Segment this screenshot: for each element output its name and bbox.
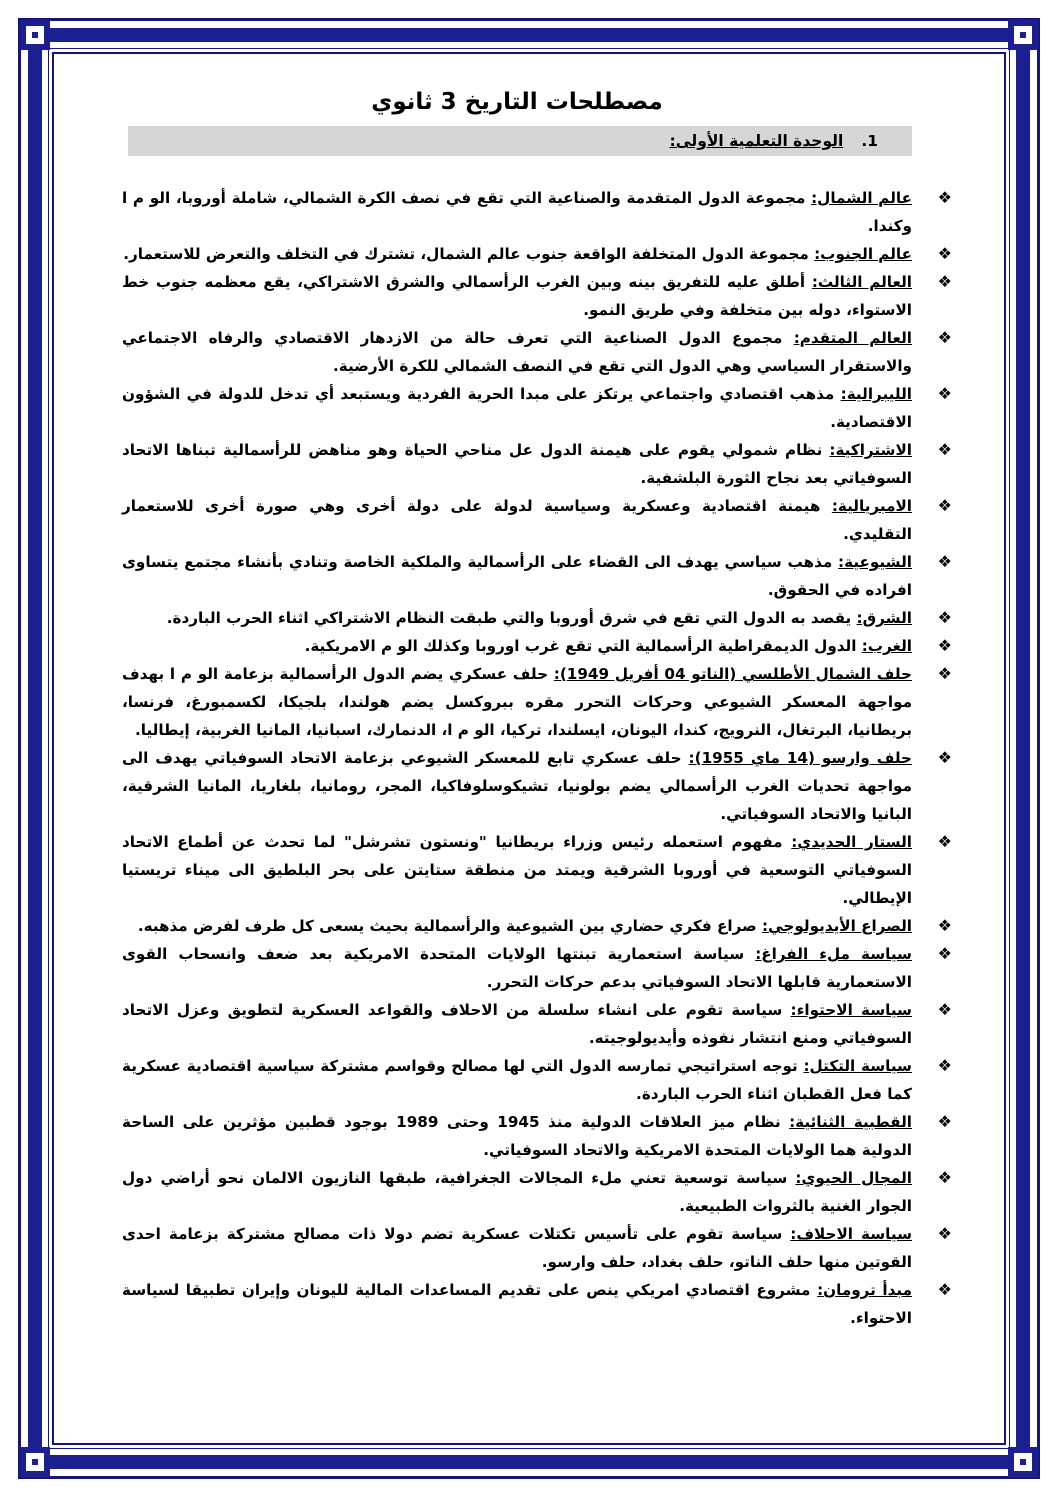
term-item (122, 548, 952, 604)
bullet-icon: ❖ (937, 1112, 952, 1131)
document-content (122, 84, 952, 1332)
term-definition: سياسة توسعية تعني ملء المجالات الجغرافية، طبقها النازيون الالمان نحو أراضي دول الجوار الغنية بالثروات الطبيعية. (122, 1169, 912, 1215)
term-name: الشرق: (856, 609, 912, 627)
term-name: عالم الجنوب: (814, 245, 912, 263)
unit-number: 1. (861, 132, 878, 150)
bullet-icon: ❖ (937, 944, 952, 963)
bullet-icon: ❖ (937, 272, 952, 291)
bullet-icon: ❖ (937, 832, 952, 851)
term-name: العالم المتقدم: (793, 329, 912, 347)
term-item (122, 436, 952, 492)
term-item (122, 1276, 952, 1332)
term-name: المجال الحيوي: (795, 1169, 912, 1187)
term-definition: سياسة تقوم على انشاء سلسلة من الاحلاف والقواعد العسكرية لتطويق وعزل الاتحاد السوفياتي ومنع انتشار نفوذه وأيديولوجيته. (122, 1001, 912, 1047)
term-item (122, 996, 952, 1052)
terms-list (122, 184, 952, 1332)
page-title: مصطلحات التاريخ 3 ثانوي (371, 89, 663, 115)
term-name: حلف وارسو (14 ماي 1955): (688, 749, 912, 767)
term-name: العالم الثالث: (811, 273, 912, 291)
term-name: مبدأ ترومان: (817, 1281, 912, 1299)
term-definition: سياسة تقوم على تأسيس تكتلات عسكرية تضم دولا ذات مصالح مشتركة بزعامة احدى القوتين منها حلف الناتو، حلف بغداد، حلف وارسو. (122, 1225, 912, 1271)
bullet-icon: ❖ (937, 552, 952, 571)
bullet-icon: ❖ (937, 916, 952, 935)
term-item (122, 604, 952, 632)
border-corner-ornament (1008, 20, 1038, 50)
term-name: الاشتراكية: (829, 441, 912, 459)
border-corner-ornament (1008, 1447, 1038, 1477)
term-name: سياسة ملء الفراغ: (755, 945, 912, 963)
term-definition: نظام شمولي يقوم على هيمنة الدول عل مناحي الحياة وهو مناهض للرأسمالية تبناها الاتحاد السوفياتي بعد نجاح الثورة البلشفية. (122, 441, 912, 487)
border-corner-ornament (20, 1447, 50, 1477)
term-item (122, 380, 952, 436)
term-item (122, 632, 952, 660)
bullet-icon: ❖ (937, 440, 952, 459)
term-item (122, 940, 952, 996)
term-name: حلف الشمال الأطلسي (الناتو 04 أفريل 1949): (553, 665, 912, 683)
bullet-icon: ❖ (937, 188, 952, 207)
term-item (122, 1108, 952, 1164)
term-name: الصراع الأيديولوجي: (761, 917, 912, 935)
term-item (122, 324, 952, 380)
bullet-icon: ❖ (937, 608, 952, 627)
term-item (122, 660, 952, 744)
term-item (122, 744, 952, 828)
term-definition: توجه استراتيجي تمارسه الدول التي لها مصالح وقواسم مشتركة سياسية اقتصادية عسكرية كما فعل القطبان اثناء الحرب الباردة. (122, 1057, 912, 1103)
unit-heading (128, 126, 912, 156)
term-definition: سياسة استعمارية تبنتها الولايات المتحدة الامريكية بعد ضعف وانسحاب القوى الاستعمارية قابلها الاتحاد السوفياتي بدعم حركات التحرر. (122, 945, 912, 991)
term-name: الستار الحديدي: (791, 833, 912, 851)
term-item (122, 1220, 952, 1276)
bullet-icon: ❖ (937, 748, 952, 767)
term-definition: مشروع اقتصادي امريكي ينص على تقديم المساعدات المالية لليونان وإيران تطبيقا لسياسة الاحتواء. (122, 1281, 912, 1327)
bullet-icon: ❖ (937, 664, 952, 683)
term-definition: نظام ميز العلاقات الدولية منذ 1945 وحتى 1989 بوجود قطبين مؤثرين على الساحة الدولية هما الولايات المتحدة الامريكية والاتحاد السوفياتي. (122, 1113, 912, 1159)
term-name: الامبريالية: (831, 497, 912, 515)
term-definition: هيمنة اقتصادية وعسكرية وسياسية لدولة على دولة أخرى وهي صورة أخرى للاستعمار التقليدي. (122, 497, 912, 543)
bullet-icon: ❖ (937, 496, 952, 515)
term-item (122, 912, 952, 940)
bullet-icon: ❖ (937, 1168, 952, 1187)
bullet-icon: ❖ (937, 1224, 952, 1243)
term-item (122, 492, 952, 548)
term-name: الشيوعية: (838, 553, 912, 571)
term-definition: يقصد به الدول التي تقع في شرق أوروبا والتي طبقت النظام الاشتراكي اثناء الحرب الباردة. (166, 609, 857, 627)
term-definition: حلف عسكري يضم الدول الرأسمالية بزعامة الو م ا بهدف مواجهة المعسكر الشيوعي وحركات التحرر مقره ببروكسل يضم هولندا، بلجيكا، لكسمبورغ، فرنسا، بريطانيا، البرتغال، النرويج، كندا، اليونان، ايسلندا، تركيا، الو م ا، الدنمارك، اسبانيا، المانيا الغربية، إيطاليا. (122, 665, 912, 739)
term-item (122, 268, 952, 324)
border-corner-ornament (20, 20, 50, 50)
term-definition: مذهب اقتصادي واجتماعي يرتكز على مبدا الحرية الفردية ويستبعد أي تدخل للدولة في الشؤون الاقتصادية. (122, 385, 912, 431)
term-item (122, 184, 952, 240)
term-name: الليبرالية: (840, 385, 912, 403)
bullet-icon: ❖ (937, 1000, 952, 1019)
term-definition: مجموعة الدول المتخلفة الواقعة جنوب عالم الشمال، تشترك في التخلف والتعرض للاستعمار. (123, 245, 815, 263)
unit-label: الوحدة التعلمية الأولى: (669, 132, 844, 150)
term-definition: مفهوم استعمله رئيس وزراء بريطانيا "ونستون تشرشل" لما تحدث عن أطماع الاتحاد السوفياتي التوسعية في أوروبا الشرقية ويمتد من منطقة ستايتن على بحر البلطيق الى ميناء تريستيا الإيطالي. (122, 833, 912, 907)
term-item (122, 240, 952, 268)
term-name: القطبية الثنائية: (789, 1113, 912, 1131)
term-item (122, 828, 952, 912)
term-name: الغرب: (861, 637, 912, 655)
term-definition: الدول الديمقراطية الرأسمالية التي تقع غرب اوروبا وكذلك الو م الامريكية. (304, 637, 862, 655)
term-definition: مجموع الدول الصناعية التي تعرف حالة من الازدهار الاقتصادي والرفاه الاجتماعي والاستقرار السياسي وهي الدول التي تقع في النصف الشمالي للكرة الأرضية. (122, 329, 912, 375)
term-definition: حلف عسكري تابع للمعسكر الشيوعي بزعامة الاتحاد السوفياتي يهدف الى مواجهة تحديات الغرب الرأسمالي يضم بولونيا، تشيكوسلوفاكيا، المجر، رومانيا، بلغاريا، المانيا الشرقية، البانيا والاتحاد السوفياتي. (122, 749, 912, 823)
bullet-icon: ❖ (937, 244, 952, 263)
term-name: سياسة الاحتواء: (790, 1001, 912, 1019)
term-item (122, 1052, 952, 1108)
term-name: سياسة التكتل: (803, 1057, 912, 1075)
term-name: سياسة الاحلاف: (790, 1225, 913, 1243)
bullet-icon: ❖ (937, 384, 952, 403)
bullet-icon: ❖ (937, 328, 952, 347)
term-definition: مجموعة الدول المتقدمة والصناعية التي تقع في نصف الكرة الشمالي، شاملة أوروبا، الو م ا وكندا. (122, 189, 912, 235)
term-item (122, 1164, 952, 1220)
bullet-icon: ❖ (937, 1056, 952, 1075)
bullet-icon: ❖ (937, 636, 952, 655)
term-name: عالم الشمال: (811, 189, 912, 207)
bullet-icon: ❖ (937, 1280, 952, 1299)
term-definition: صراع فكري حضاري بين الشيوعية والرأسمالية بحيث يسعى كل طرف لفرض مذهبه. (137, 917, 762, 935)
term-definition: أطلق عليه للتفريق بينه وبين الغرب الرأسمالي والشرق الاشتراكي، يقع معظمه جنوب خط الاستواء، دوله بين متخلفة وفي طريق النمو. (122, 273, 912, 319)
term-definition: مذهب سياسي يهدف الى القضاء على الرأسمالية والملكية الخاصة وتنادي بأنشاء مجتمع يتساوى افراده في الحقوق. (122, 553, 912, 599)
